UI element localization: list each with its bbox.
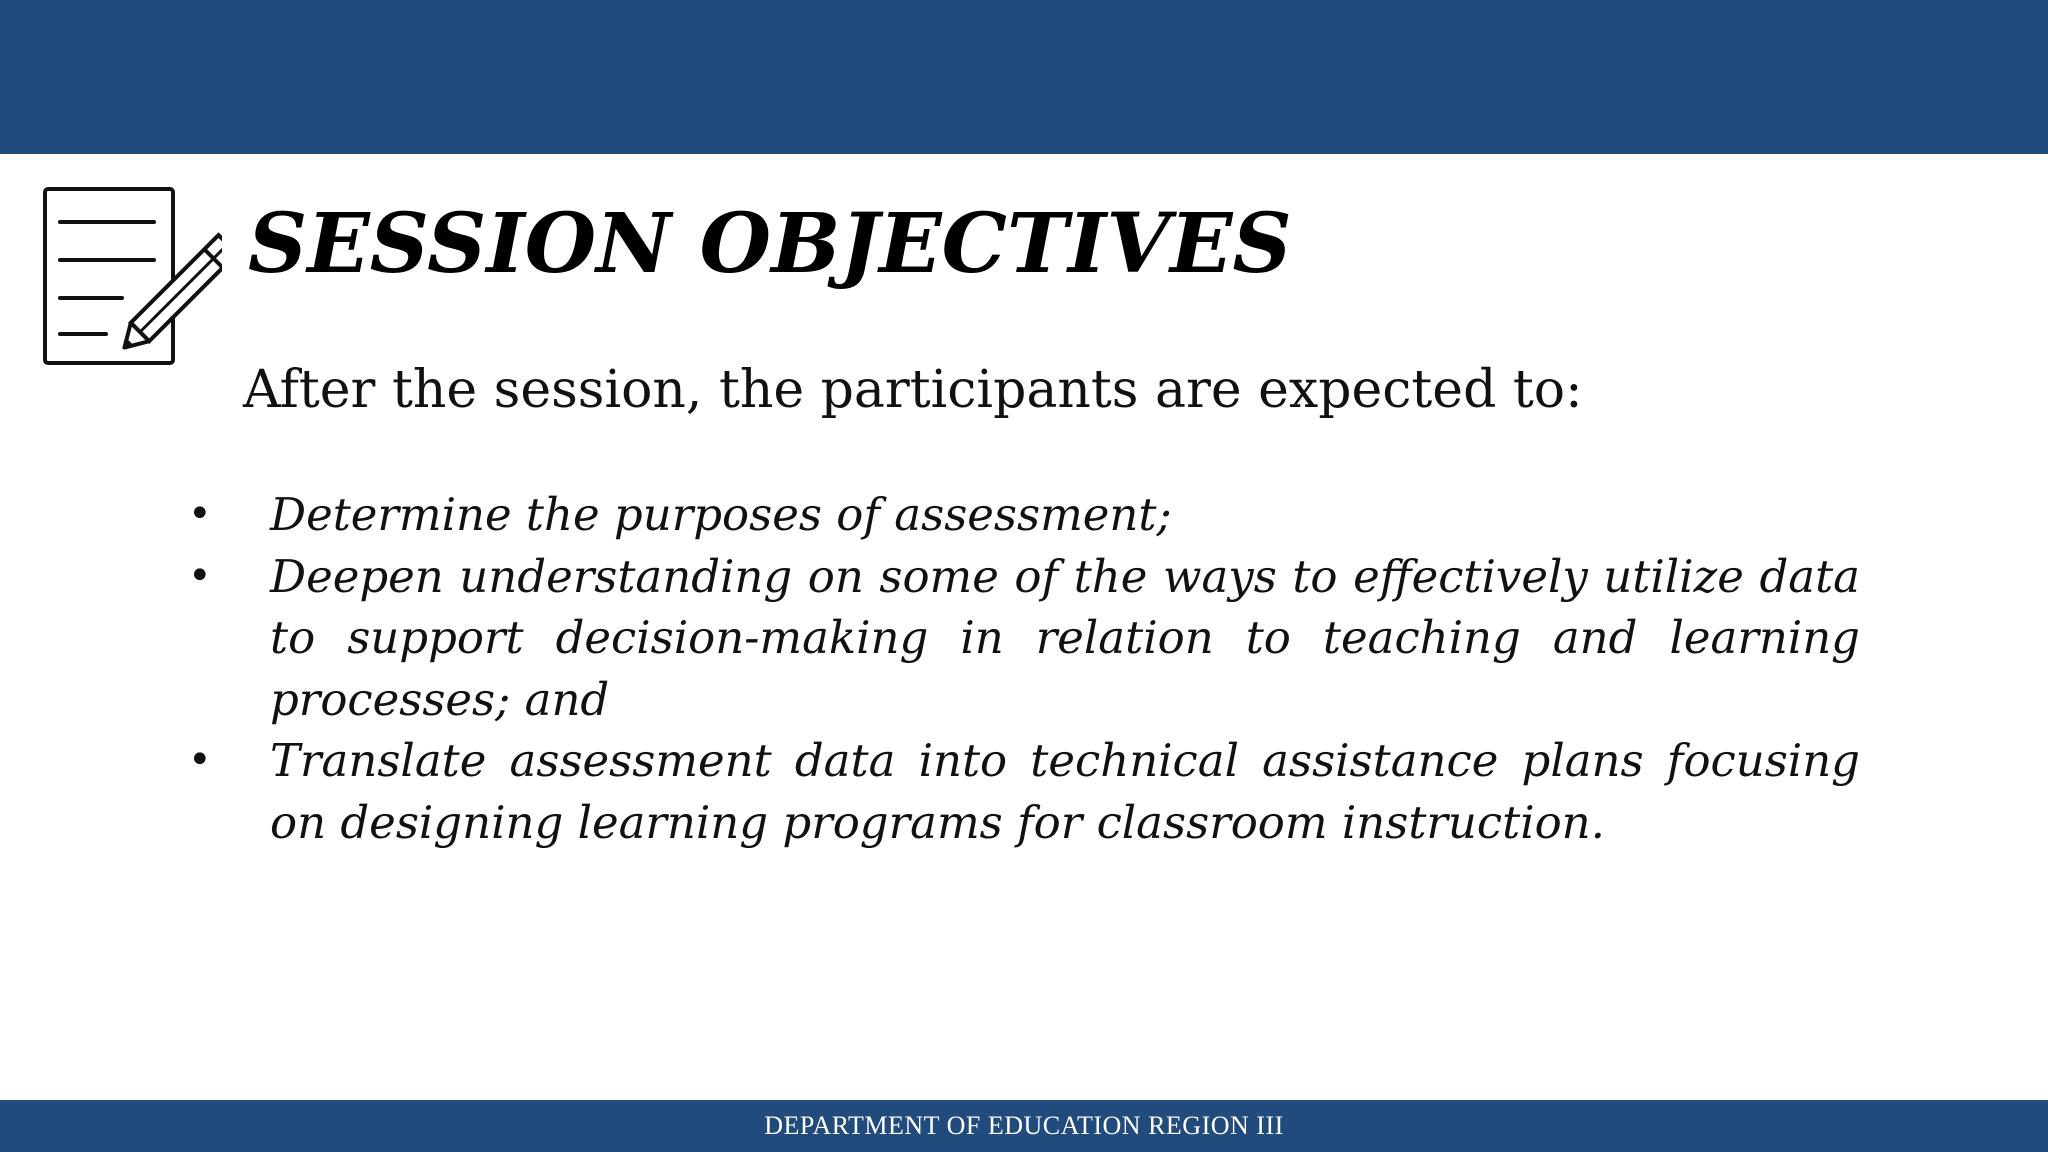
objective-text: Determine the purposes of assessment; [270, 488, 1172, 541]
footer-text: DEPARTMENT OF EDUCATION REGION III [764, 1111, 1284, 1140]
objective-item [180, 546, 1860, 731]
objective-item [180, 730, 1860, 853]
bullet-marker: • [188, 491, 212, 537]
objective-text: Translate assessment data into technical assistance plans focusing on designing learning programs for classroom instruction. [270, 734, 1860, 849]
bullet-marker: • [188, 552, 212, 599]
footer-band [0, 1100, 2048, 1152]
intro-text: After the session, the participants are expected to: [243, 360, 1583, 420]
objective-item [180, 484, 1860, 546]
objective-text: Deepen understanding on some of the ways to effectively utilize data to support decision-making in relation to teaching and learning processes; and [270, 549, 1860, 726]
notepad-pencil-icon [42, 186, 222, 368]
bullet-marker: • [188, 737, 212, 783]
slide-title: SESSION OBJECTIVES [248, 196, 1292, 292]
objectives-list [180, 484, 1860, 853]
header-band [0, 0, 2048, 154]
